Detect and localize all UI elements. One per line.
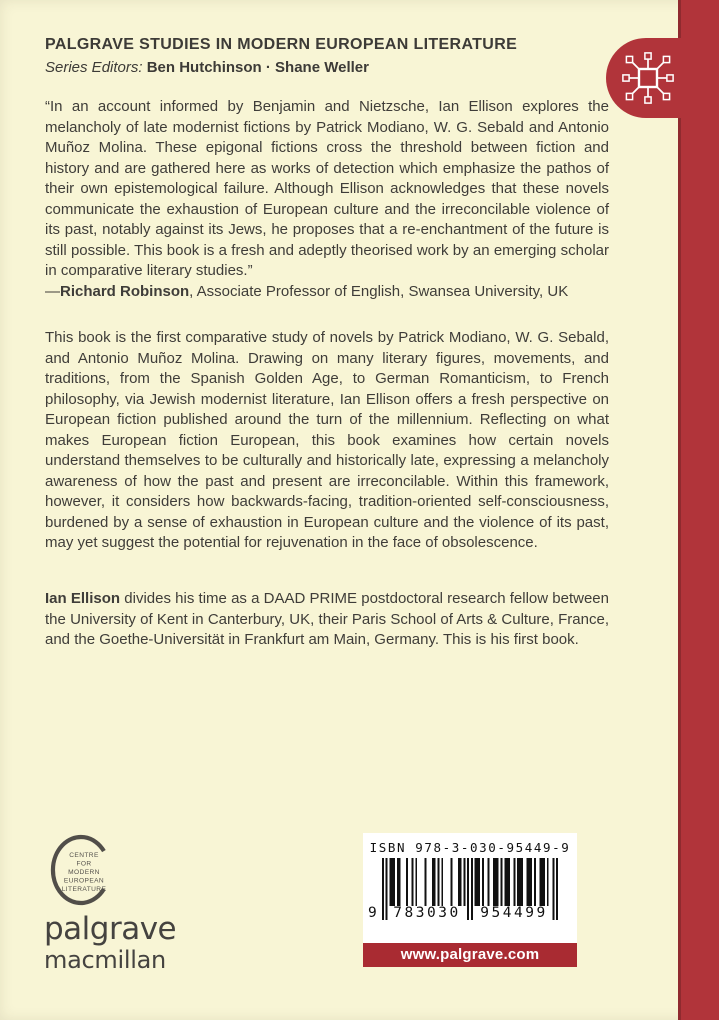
centre-line: EUROPEAN (63, 877, 105, 885)
isbn-label: ISBN 978-3-030-95449-9 (369, 840, 571, 855)
centre-line: FOR (76, 860, 92, 868)
author-bio-text: divides his time as a DAAD PRIME postdoctoral research fellow between the University of Kent in Canterbury, UK, their Paris School of Arts & Culture, France, and the Goethe-Universität in Frankfurt am Main, Germany. This is his first book. (45, 590, 609, 648)
attribution-name: Richard Robinson (60, 282, 190, 300)
series-header (45, 36, 611, 76)
macmillan-wordmark: macmillan (44, 946, 166, 974)
quote-attribution (45, 282, 609, 303)
endorsement-quote (45, 97, 609, 302)
ean-barcode (368, 858, 558, 921)
spine-band (678, 0, 719, 1020)
series-editors-names: Ben Hutchinson · Shane Weller (146, 59, 369, 76)
quote-text: “In an account informed by Benjamin and Nietzsche, Ian Ellison explores the melancholy of late modernist fictions by Patrick Modiano, W. G. Sebald and Antonio Muñoz Molina. These epigonal fictions cross the threshold between fiction and history and are gathered here as works of detection which emphasize the pathos of their own epistemological failure. Although Ellison acknowledges that these novels communicate the exhaustion of European culture and the irreconcilable violence of its past, notably against its Jews, he proposes that a re-enchantment of the future is still possible. This book is a fresh and adeptly theorised work by an emerging scholar in comparative literary studies.” (45, 98, 609, 279)
author-name: Ian Ellison (45, 590, 121, 607)
publisher-website: www.palgrave.com (363, 943, 577, 967)
barcode-white-box (363, 833, 577, 943)
series-editors (45, 59, 611, 76)
barcode-digit-lead: 9 (368, 905, 380, 921)
centre-line: LITERATURE (61, 886, 107, 893)
author-bio (45, 589, 609, 651)
centre-for-modern-european-literature-logo (48, 832, 118, 910)
attribution-dash: — (45, 282, 60, 300)
barcode-digit-group1: 783030 (393, 905, 461, 921)
series-logo-badge (606, 38, 719, 118)
book-description: This book is the first comparative study of novels by Patrick Modiano, W. G. Sebald, and Antonio Muñoz Molina. Drawing on many literary figures, movements, and traditions, from the Spanish Golden Age, to German Romanticism, to French philosophy, via Jewish modernist literature, Ian Ellison offers a fresh perspective on European fiction published around the turn of the millennium. Reflecting on what makes European fiction European, this book examines how certain novels understand themselves to be culturally and historically late, expressing a melancholy awareness of how the past and present are irreconcilable. Within this framework, however, it considers how backwards-facing, tradition-oriented self-consciousness, burdened by a sense of exhaustion in European culture and the violence of its past, may yet suggest the potential for rejuvenation in the face of obsolescence. (45, 329, 609, 551)
barcode-panel (363, 833, 577, 967)
barcode-digits (368, 905, 558, 921)
centre-line: MODERN (68, 869, 100, 876)
palgrave-wordmark: palgrave (44, 911, 177, 947)
series-title: PALGRAVE STUDIES IN MODERN EUROPEAN LITERATURE (45, 36, 518, 53)
series-emblem-icon (620, 50, 676, 106)
centre-line: CENTRE (69, 852, 99, 859)
series-editors-label: Series Editors: (45, 59, 143, 76)
palgrave-macmillan-logo (44, 912, 176, 973)
barcode-digit-group2: 954499 (480, 905, 548, 921)
attribution-role: , Associate Professor of English, Swansea University, UK (189, 282, 569, 300)
